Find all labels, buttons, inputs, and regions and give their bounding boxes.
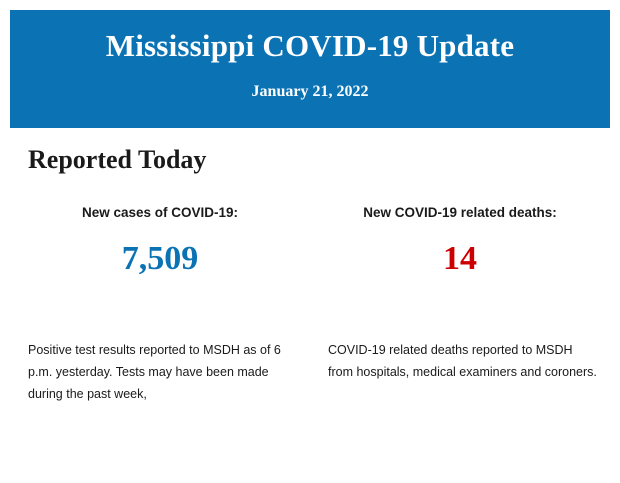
- stat-new-deaths-label: New COVID-19 related deaths:: [363, 205, 557, 220]
- stat-new-cases-note: Positive test results reported to MSDH as of 6 p.m. yesterday. Tests may have been made during the past week,: [28, 343, 281, 401]
- stat-new-cases-value: 7,509: [121, 240, 199, 277]
- stat-new-deaths-note: COVID-19 related deaths reported to MSDH from hospitals, medical examiners and coroners.: [328, 343, 597, 379]
- stat-new-deaths-value: 14: [443, 240, 477, 277]
- notes-row: [10, 340, 610, 406]
- report-date: January 21, 2022: [251, 83, 369, 101]
- stats-row: [10, 205, 610, 278]
- stat-new-cases-label: New cases of COVID-19:: [81, 205, 239, 220]
- section-heading: Reported Today: [28, 145, 207, 174]
- page-title: Mississippi COVID-19 Update: [105, 28, 515, 63]
- stat-new-deaths: [310, 205, 610, 278]
- header-band: [10, 10, 610, 128]
- stat-new-cases: [10, 205, 310, 278]
